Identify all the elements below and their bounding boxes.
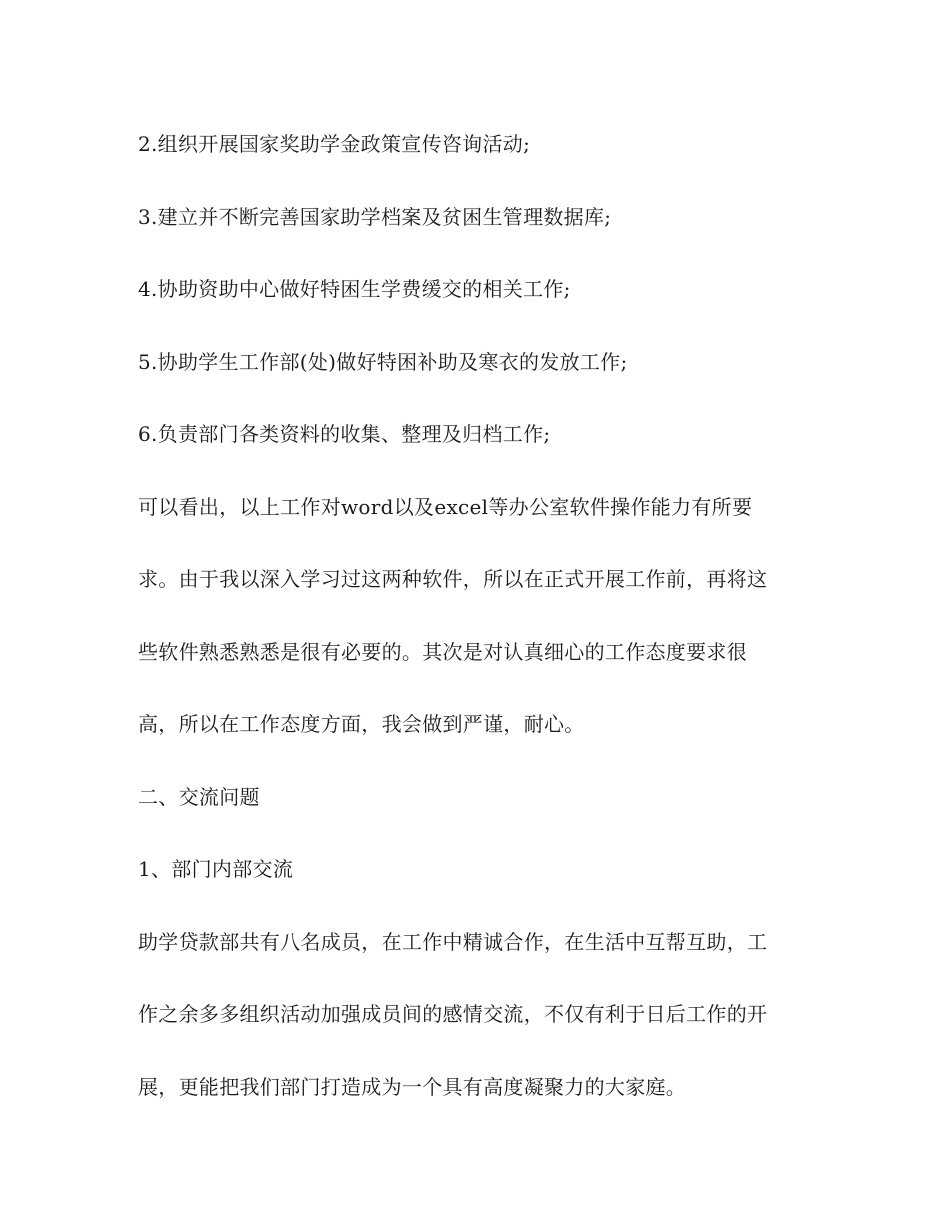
paragraph-line: 作之余多多组织活动加强成员间的感情交流，不仅有利于日后工作的开: [138, 1002, 768, 1026]
paragraph-line: 展，更能把我们部门打造成为一个具有高度凝聚力的大家庭。: [138, 1074, 687, 1099]
list-item-5: 5.协助学生工作部(处)做好特困补助及寒衣的发放工作;: [138, 349, 628, 374]
section-heading: 二、交流问题: [138, 784, 260, 809]
list-item-2: 2.组织开展国家奖助学金政策宣传咨询活动;: [138, 132, 531, 156]
list-item-3: 3.建立并不断完善国家助学档案及贫困生管理数据库;: [138, 204, 612, 229]
subsection-heading: 1、部门内部交流: [138, 857, 294, 881]
paragraph-line: 助学贷款部共有八名成员，在工作中精诚合作，在生活中互帮互助，工: [138, 929, 768, 954]
paragraph-line: 可以看出，以上工作对word以及excel等办公室软件操作能力有所要: [138, 494, 753, 519]
list-item-6: 6.负责部门各类资料的收集、整理及归档工作;: [138, 422, 551, 446]
document-body: [138, 118, 828, 1133]
paragraph-line: 求。由于我以深入学习过这两种软件，所以在正式开展工作前，再将这: [138, 567, 768, 591]
paragraph-line: 些软件熟悉熟悉是很有必要的。其次是对认真细心的工作态度要求很: [138, 639, 747, 664]
list-item-4: 4.协助资助中心做好特困生学费缓交的相关工作;: [138, 277, 571, 301]
paragraph-line: 高，所以在工作态度方面，我会做到严谨，耐心。: [138, 712, 585, 736]
